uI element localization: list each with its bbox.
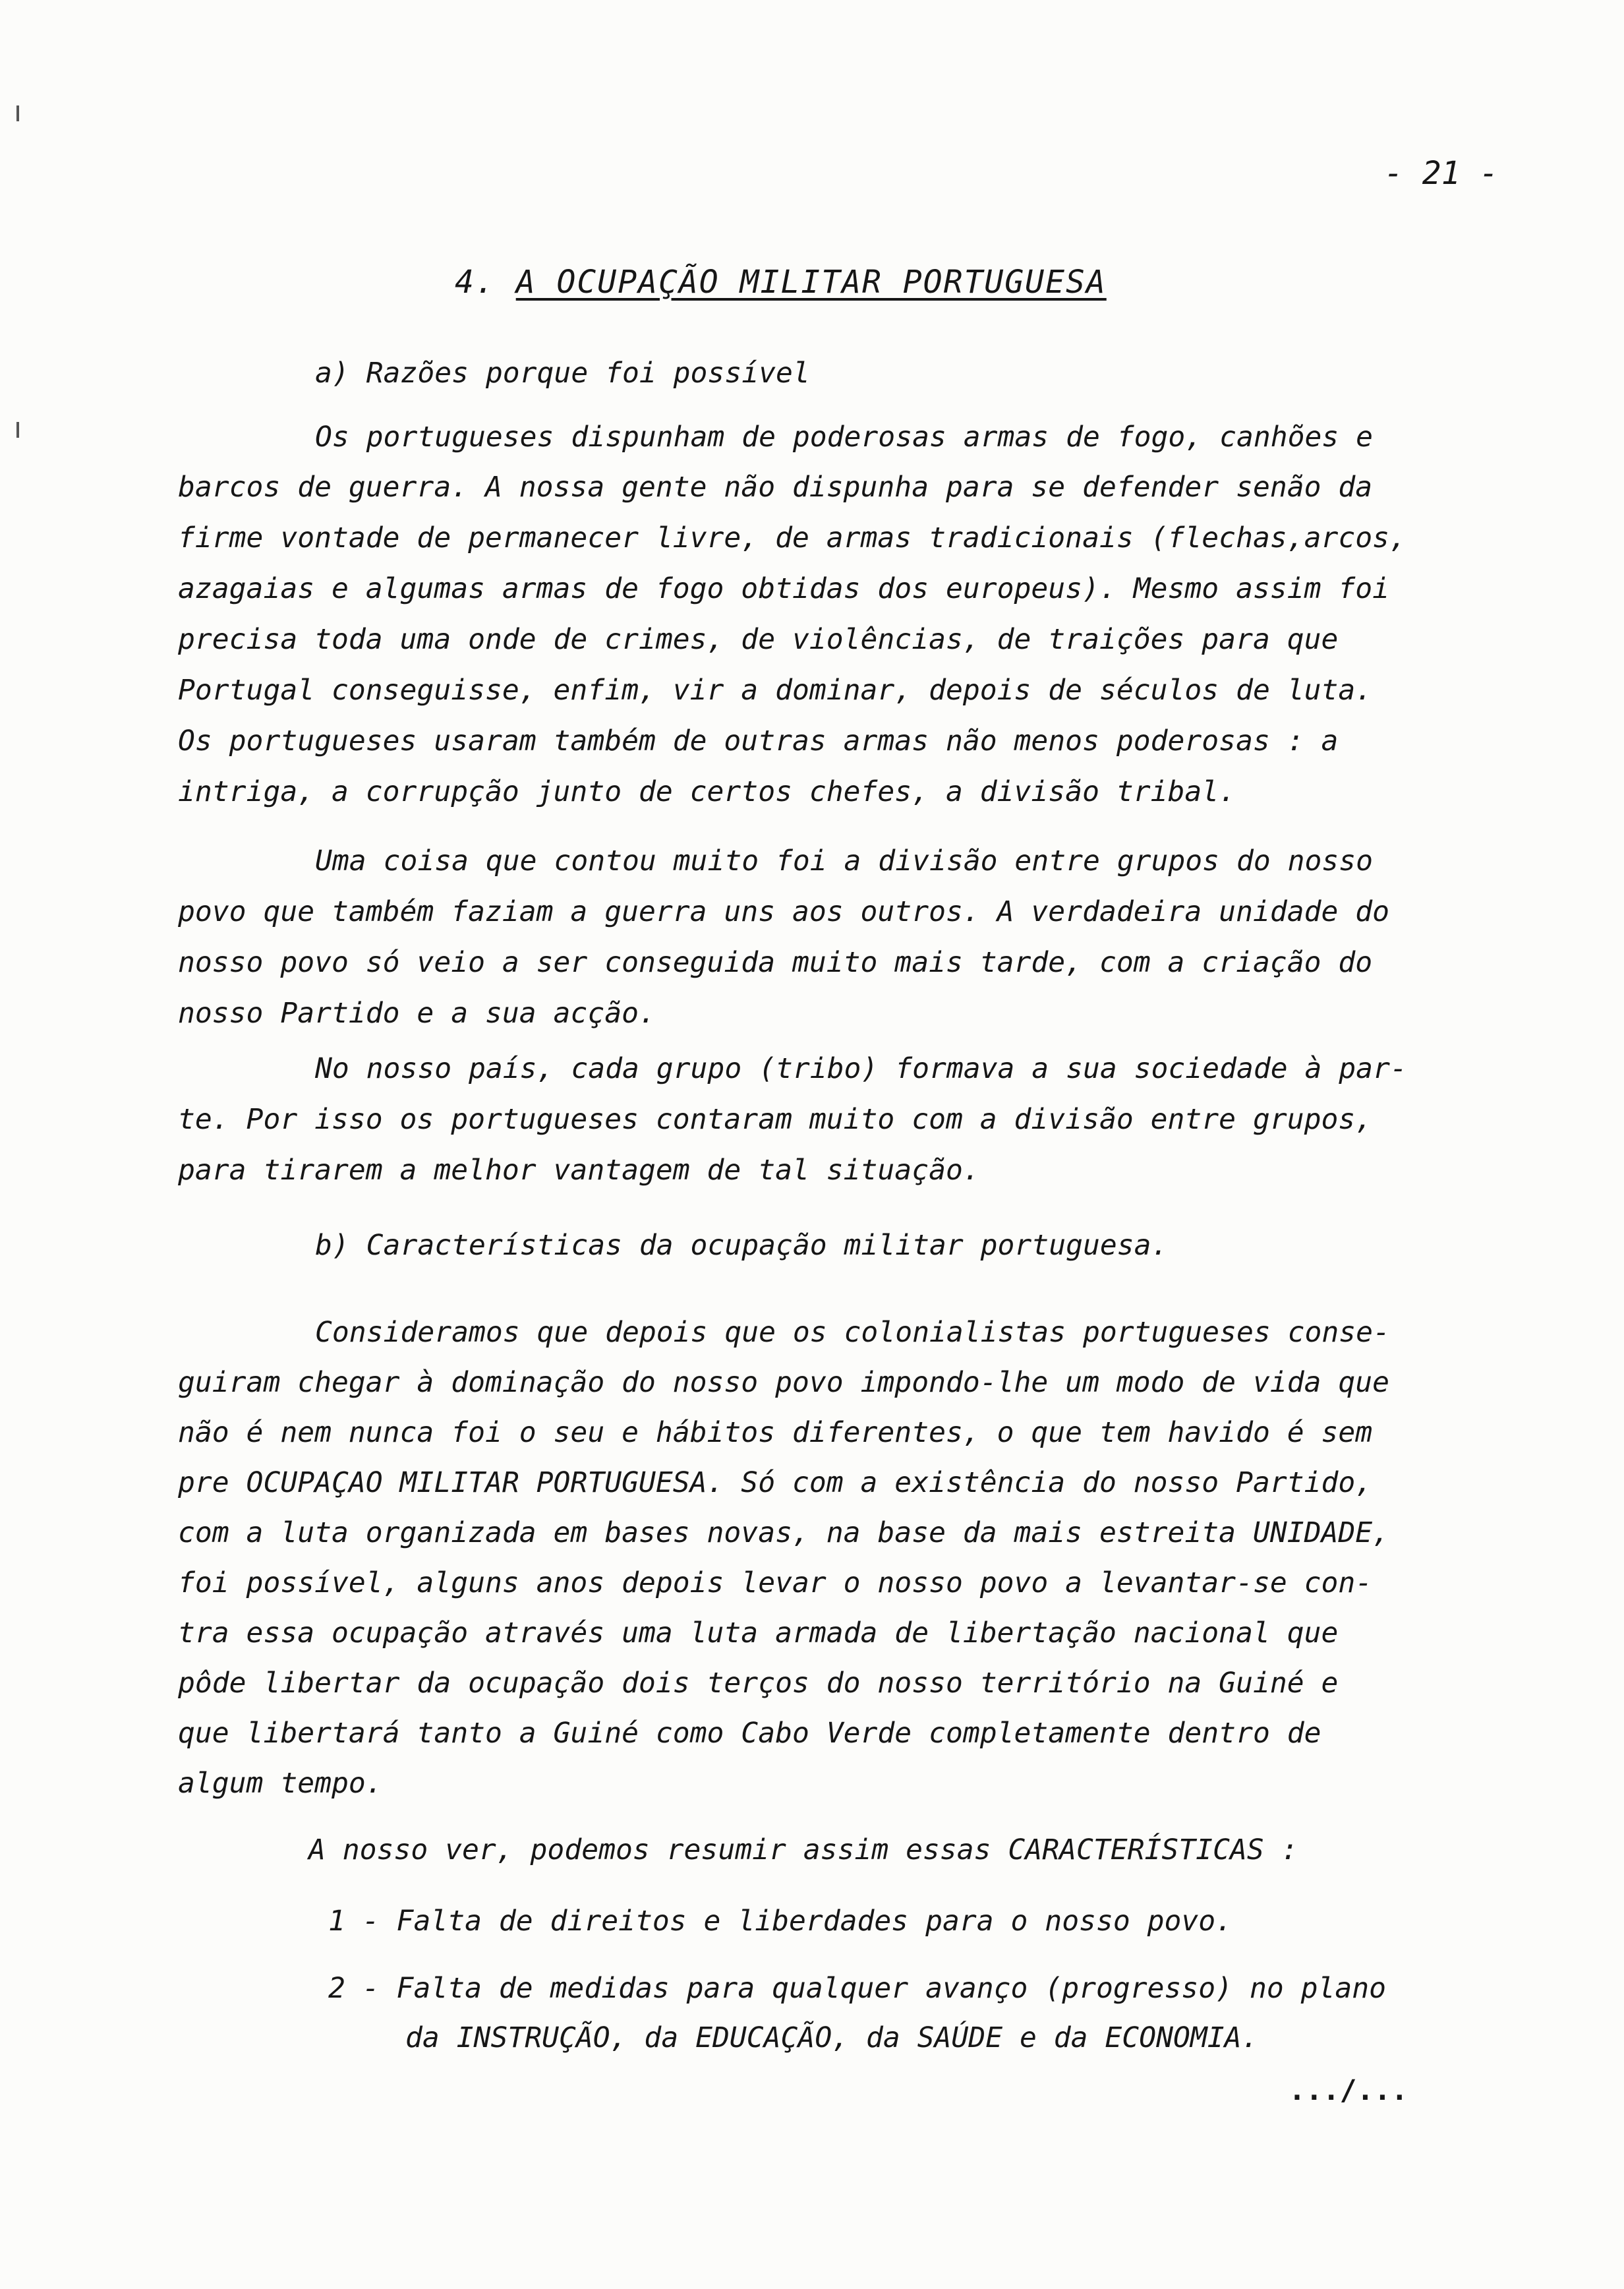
paragraph-line: Os portugueses dispunham de poderosas armas de fogo, canhões e (315, 421, 1374, 454)
paragraph-line: Consideramos que depois que os colonialistas portugueses conse- (315, 1316, 1390, 1349)
list-item-continuation: da INSTRUÇÃO, da EDUCAÇÃO, da SAÚDE e da ECONOMIA. (405, 2021, 1259, 2054)
paragraph-line: Portugal conseguisse, enfim, vir a dominar, depois de séculos de luta. (178, 674, 1373, 707)
continuation-mark: .../... (1289, 2074, 1408, 2107)
scan-mark (16, 105, 19, 121)
paragraph-line: te. Por isso os portugueses contaram muito com a divisão entre grupos, (178, 1103, 1373, 1136)
paragraph-line: guiram chegar à dominação do nosso povo impondo-lhe um modo de vida que (178, 1366, 1390, 1399)
paragraph-line: nosso povo só veio a ser conseguida muito mais tarde, com a criação do (178, 946, 1373, 979)
paragraph-line: foi possível, alguns anos depois levar o nosso povo a levantar-se con- (178, 1566, 1373, 1599)
subheading-a: a) Razões porque foi possível (315, 357, 810, 390)
paragraph-line: barcos de guerra. A nossa gente não dispunha para se defender senão da (178, 471, 1373, 504)
paragraph-line: povo que também faziam a guerra uns aos outros. A verdadeira unidade do (178, 895, 1390, 928)
section-number: 4. (455, 264, 496, 301)
paragraph-line: não é nem nunca foi o seu e hábitos diferentes, o que tem havido é sem (178, 1416, 1373, 1449)
subheading-b: b) Características da ocupação militar portuguesa. (315, 1229, 1169, 1262)
list-item: 1 - Falta de direitos e liberdades para o nosso povo. (328, 1905, 1233, 1938)
paragraph-line: com a luta organizada em bases novas, na base da mais estreita UNIDADE, (178, 1516, 1390, 1549)
paragraph-line: Uma coisa que contou muito foi a divisão entre grupos do nosso (315, 845, 1374, 877)
section-title (455, 264, 1107, 301)
paragraph-line: pre OCUPAÇAO MILITAR PORTUGUESA. Só com a existência do nosso Partido, (178, 1466, 1373, 1499)
paragraph-line: Os portugueses usaram também de outras armas não menos poderosas : a (178, 725, 1339, 758)
paragraph-line: pôde libertar da ocupação dois terços do nosso território na Guiné e (178, 1667, 1339, 1700)
paragraph-line: que libertará tanto a Guiné como Cabo Verde completamente dentro de (178, 1717, 1321, 1750)
paragraph-line: azagaias e algumas armas de fogo obtidas dos europeus). Mesmo assim foi (178, 572, 1390, 605)
page-number: - 21 - (1384, 155, 1499, 192)
list-intro: A nosso ver, podemos resumir assim essas CARACTERÍSTICAS : (308, 1833, 1298, 1866)
list-item: 2 - Falta de medidas para qualquer avanço (progresso) no plano (328, 1972, 1387, 2005)
paragraph-line: intriga, a corrupção junto de certos chefes, a divisão tribal. (178, 775, 1236, 808)
paragraph-line: para tirarem a melhor vantagem de tal situação. (178, 1154, 980, 1187)
paragraph-line: nosso Partido e a sua acção. (178, 997, 656, 1030)
paragraph-line: precisa toda uma onde de crimes, de violências, de traições para que (178, 623, 1339, 656)
section-title-text: A OCUPAÇÃO MILITAR PORTUGUESA (515, 264, 1107, 301)
scan-mark (16, 422, 19, 438)
paragraph-line: algum tempo. (178, 1767, 383, 1800)
paragraph-line: tra essa ocupação através uma luta armada de libertação nacional que (178, 1617, 1339, 1650)
paragraph-line: No nosso país, cada grupo (tribo) formava a sua sociedade à par- (315, 1052, 1407, 1085)
paragraph-line: firme vontade de permanecer livre, de armas tradicionais (flechas,arcos, (178, 521, 1406, 554)
